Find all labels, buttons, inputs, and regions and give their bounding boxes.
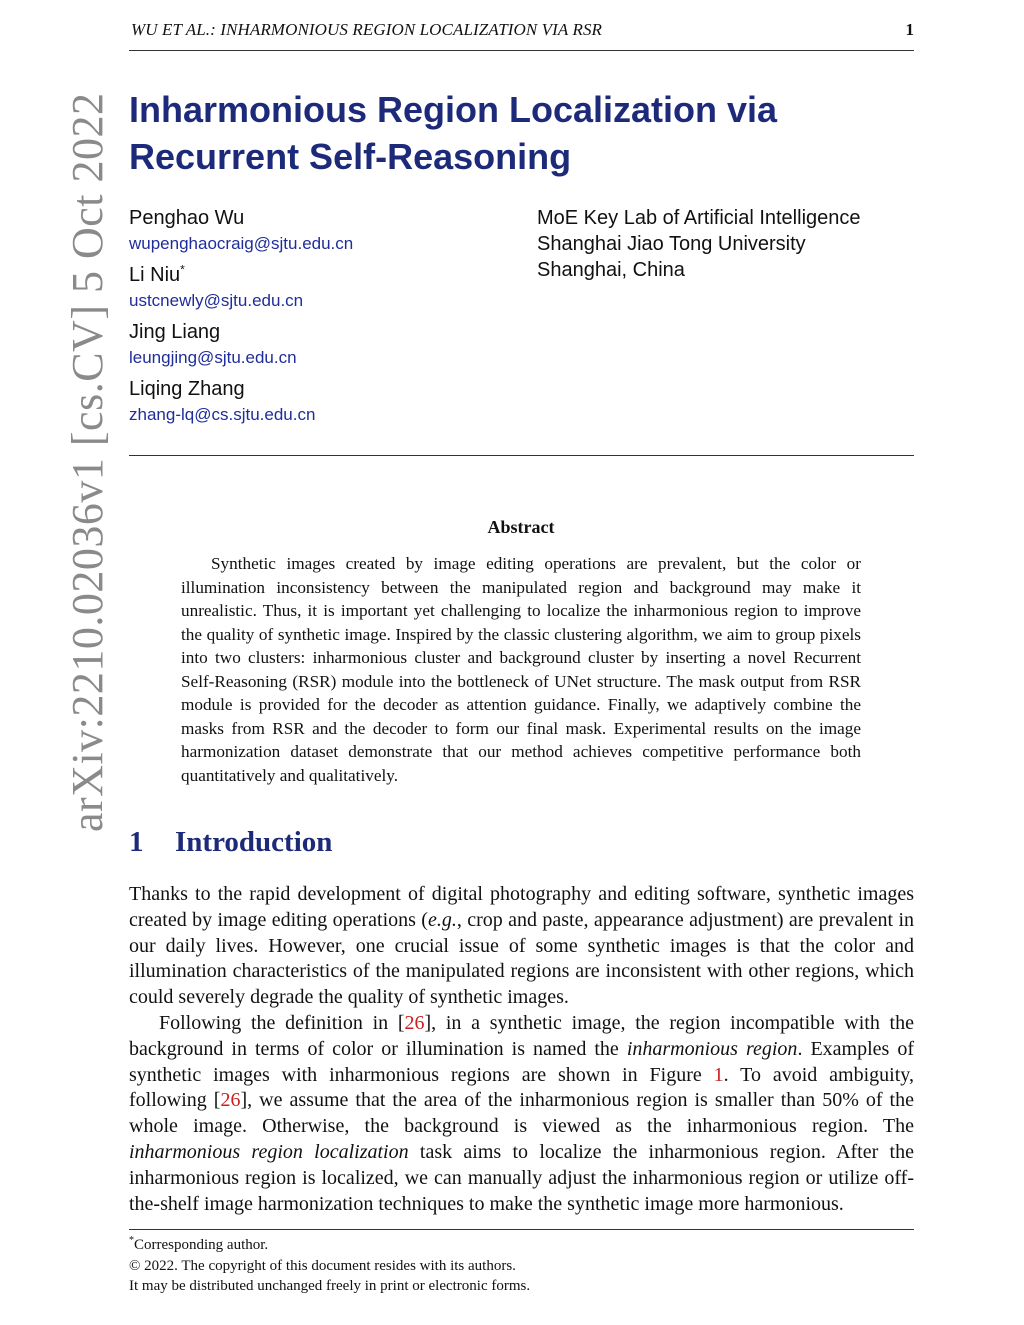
intro-paragraph-2: Following the definition in [26], in a synthetic image, the region incompatible with the background in terms of color or illumination is named the inharmonious region. Examples of synthetic images with inharmonious regions are shown in Figure 1. To avoid ambiguity, following [26], we assume that the area of the inharmonious region is smaller than 50% of the whole image. Otherwise, the background is viewed as the inharmonious region. The inharmonious region localization task aims to localize the inharmonious region. After the inharmonious region is localized, we can manually adjust the inharmonious region or utilize off-the-shelf image harmonization techniques to make the synthetic image more harmonious.: [129, 1011, 914, 1215]
author-list: [129, 205, 509, 433]
abstract-text: Synthetic images created by image editing operations are prevalent, but the color or illumination inconsistency between the manipulated region and background may make it unrealistic. Thus, it is important yet challenging to localize the inharmonious region to improve the quality of synthetic image. Inspired by the classic clustering algorithm, we aim to group pixels into two clusters: inharmonious cluster and background cluster by inserting a novel Recurrent Self-Reasoning (RSR) module into the bottleneck of UNet structure. The mask output from RSR module is provided for the decoder as attention guidance. Finally, we adaptively combine the masks from RSR and the decoder to form our final mask. Experimental results on the image harmonization dataset demonstrate that our method achieves competitive performance both quantitatively and qualitatively.: [181, 554, 861, 785]
title-block-rule: [129, 455, 914, 456]
author-entry: [129, 262, 509, 313]
abstract-heading: Abstract: [487, 517, 555, 537]
footnote-distribution: It may be distributed unchanged freely in print or electronic forms.: [129, 1278, 531, 1294]
eg-abbrev: e.g.: [427, 908, 457, 931]
affiliation-location: Shanghai, China: [537, 259, 685, 281]
author-entry: [129, 376, 509, 427]
header-rule: [129, 50, 914, 51]
affiliation-university: Shanghai Jiao Tong University: [537, 233, 806, 255]
footnote-corresponding: *Corresponding author.: [129, 1235, 269, 1253]
page-number: 1: [905, 20, 914, 39]
footnote-copyright: © 2022. The copyright of this document resides with its authors.: [129, 1257, 516, 1274]
term-localization-task: inharmonious region localization: [129, 1140, 409, 1163]
introduction-body: [129, 882, 914, 1217]
affiliation: [537, 205, 917, 283]
section-title: Introduction: [175, 826, 333, 858]
author-entry: [129, 319, 509, 370]
term-inharmonious-region: inharmonious region: [626, 1037, 798, 1060]
running-title: WU ET AL.: INHARMONIOUS REGION LOCALIZATION VIA RSR: [131, 20, 603, 39]
paper-title: [129, 86, 889, 180]
title-line-1: Inharmonious Region Localization via: [129, 89, 778, 130]
author-email-link[interactable]: zhang-lq@cs.sjtu.edu.cn: [129, 405, 316, 424]
author-name: Jing Liang: [129, 321, 221, 343]
section-number: 1: [129, 826, 144, 858]
footnotes: [129, 1235, 914, 1297]
arxiv-stamp: arXiv:2210.02036v1 [cs.CV] 5 Oct 2022: [63, 92, 112, 832]
author-name: Penghao Wu: [129, 207, 245, 229]
author-name: Liqing Zhang: [129, 378, 245, 400]
citation-link[interactable]: 26: [220, 1089, 241, 1112]
citation-link[interactable]: 26: [404, 1011, 425, 1034]
figure-link[interactable]: 1: [713, 1063, 724, 1086]
intro-paragraph-1: Thanks to the rapid development of digital photography and editing software, synthetic images created by image editing operations (e.g., crop and paste, appearance adjustment) are prevalent in our daily lives. However, one crucial issue of some synthetic images is that the color and illumination characteristics of the manipulated regions are inconsistent with other regions, which could severely degrade the quality of synthetic images.: [129, 883, 915, 1009]
author-email-link[interactable]: leungjing@sjtu.edu.cn: [129, 348, 297, 367]
affiliation-lab: MoE Key Lab of Artificial Intelligence: [537, 207, 861, 229]
author-email-link[interactable]: ustcnewly@sjtu.edu.cn: [129, 291, 304, 310]
section-heading-introduction: [129, 826, 332, 859]
footnote-rule: [129, 1229, 914, 1230]
author-name: Li Niu*: [129, 262, 185, 286]
footnote-mark: *: [129, 1235, 134, 1246]
author-email-link[interactable]: wupenghaocraig@sjtu.edu.cn: [129, 234, 354, 253]
author-entry: [129, 205, 509, 256]
title-line-2: Recurrent Self-Reasoning: [129, 136, 572, 177]
corresponding-mark: *: [180, 262, 185, 277]
